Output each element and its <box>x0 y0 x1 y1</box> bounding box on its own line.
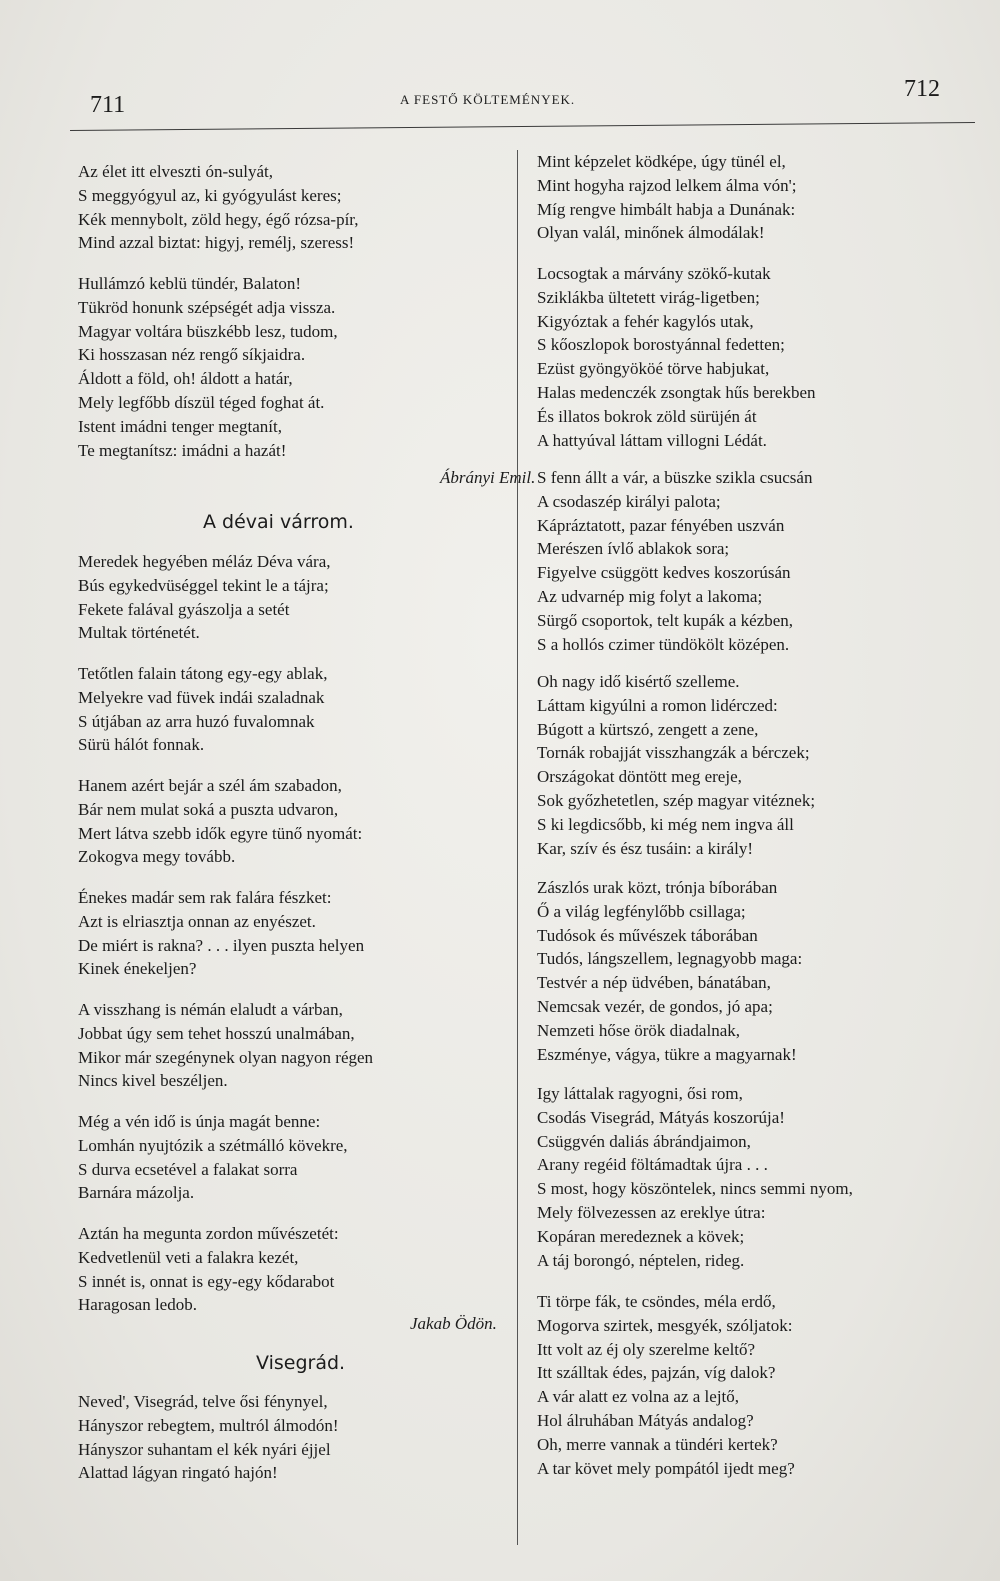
poem-line: Oh nagy idő kisértő szelleme. <box>537 672 740 691</box>
poem-line: Sok győzhetetlen, szép magyar vitéznek; <box>537 790 816 810</box>
poem-line: Itt szálltak édes, pajzán, víg dalok? <box>537 1363 776 1383</box>
poem-line: Sürgő csoportok, telt kupák a kézben, <box>537 610 794 630</box>
poem-line: Országokat döntött meg ereje, <box>537 767 742 787</box>
poem-line: A csodaszép királyi palota; <box>537 491 721 511</box>
poem-line: S meggyógyul az, ki gyógyulást keres; <box>78 185 342 205</box>
poem-line: Multak történetét. <box>78 623 200 643</box>
poem-line: Ki hosszasan néz rengő síkjaidra. <box>78 345 306 365</box>
poem-line: Kopáran meredeznek a kövek; <box>537 1226 745 1246</box>
page-number-right: 712 <box>904 76 940 102</box>
poem-line: Neved', Visegrád, telve ősi fénynyel, <box>78 1392 328 1411</box>
page-header <box>70 70 960 130</box>
poem-line: Halas medenczék zsongtak hűs berekben <box>537 382 816 402</box>
poem-line: Nincs kivel beszéljen. <box>78 1071 228 1091</box>
poem-line: Figyelve csüggött kedves koszorúsán <box>537 563 791 583</box>
poem-line: Csüggvén daliás ábrándjaimon, <box>537 1131 751 1151</box>
poem-line: A hattyúval láttam villogni Lédát. <box>537 430 767 450</box>
poem-title: Visegrád. <box>256 1352 346 1374</box>
running-title: A FESTŐ KÖLTEMÉNYEK. <box>400 92 576 107</box>
poem-line: Nemzeti hőse örök diadalnak, <box>537 1020 740 1040</box>
poem-line: Hanem azért bejár a szél ám szabadon, <box>78 776 342 795</box>
poem-line: Tudós, lángszellem, legnagyobb maga: <box>537 949 803 969</box>
poem-line: A vár alatt ez volna az a lejtő, <box>537 1387 740 1407</box>
poem-line: Melyekre vad füvek indái szaladnak <box>78 687 325 707</box>
poem-line: Mint hogyha rajzod lelkem álma vón'; <box>537 175 797 195</box>
stanza <box>78 272 518 462</box>
poem-line: Magyar voltára büszkébb lesz, tudom, <box>78 321 338 341</box>
poem-line: Mely fölvezessen az ereklye útra: <box>537 1202 766 1222</box>
poem-line: Sürü hálót fonnak. <box>78 735 205 755</box>
poem-line: A tar követ mely pompától ijedt meg? <box>537 1458 795 1478</box>
poem-line: Meredek hegyében méláz Déva vára, <box>78 552 331 571</box>
poem-line: Igy láttalak ragyogni, ősi rom, <box>537 1084 743 1103</box>
poem-title: A dévai várrom. <box>203 511 354 533</box>
poem-line: Kék mennybolt, zöld hegy, égő rózsa-pír, <box>78 209 359 229</box>
stanza <box>537 1082 977 1272</box>
poem-line: Aztán ha megunta zordon művészetét: <box>78 1224 339 1243</box>
poem-line: Barnára mázolja. <box>78 1183 195 1203</box>
page-number-left: 711 <box>90 92 126 118</box>
stanza <box>78 774 518 869</box>
stanza <box>537 876 977 1066</box>
poem-line: Mely legfőbb díszül téged foghat át. <box>78 392 325 412</box>
poem-line: Mint képzelet ködképe, úgy tünél el, <box>537 152 786 171</box>
stanza <box>537 262 977 452</box>
poem-line: Mikor már szegénynek olyan nagyon régen <box>78 1047 374 1067</box>
poem-line: Mind azzal biztat: higyj, remélj, szeress! <box>78 233 355 253</box>
poem-line: Fekete falával gyászolja a setét <box>78 599 290 619</box>
stanza <box>78 662 518 757</box>
stanza <box>78 1390 518 1485</box>
poem-line: Láttam kigyúlni a romon lidérczed: <box>537 695 778 715</box>
poem-line: Még a vén idő is únja magát benne: <box>78 1112 321 1131</box>
poem-line: Merészen ívlő ablakok sora; <box>537 539 730 559</box>
stanza <box>78 1222 518 1317</box>
poem-line: Kinek énekeljen? <box>78 959 197 979</box>
poem-line: Ezüst gyöngyököé törve habjukat, <box>537 359 770 379</box>
poem-line: Kigyóztak a fehér kagylós utak, <box>537 311 754 331</box>
author-signature: Ábrányi Emil. <box>440 468 536 487</box>
stanza <box>537 670 977 860</box>
poem-line: Tudósok és művészek táborában <box>537 925 758 945</box>
stanza <box>537 150 977 245</box>
poem-line: S ki legdicsőbb, ki még nem ingva áll <box>537 814 794 834</box>
poem-line: Csodás Visegrád, Mátyás koszorúja! <box>537 1107 785 1127</box>
poem-line: Haragosan ledob. <box>78 1295 197 1315</box>
poem-line: És illatos bokrok zöld sürüjén át <box>537 406 757 426</box>
poem-line: S innét is, onnat is egy-egy kődarabot <box>78 1271 335 1291</box>
stanza <box>78 886 518 981</box>
poem-line: A visszhang is némán elaludt a várban, <box>78 1000 343 1019</box>
poem-line: Olyan valál, minőnek álmodálak! <box>537 223 765 243</box>
author-signature: Jakab Ödön. <box>410 1314 497 1333</box>
poem-line: Sziklákba ültetett virág-ligetben; <box>537 287 760 307</box>
poem-line: Zászlós urak közt, trónja bíborában <box>537 878 778 897</box>
poem-line: Azt is elriasztja onnan az enyészet. <box>78 911 316 931</box>
stanza <box>78 1110 518 1205</box>
poem-line: Az udvarnép mig folyt a lakoma; <box>537 586 763 606</box>
poem-line: Míg rengve himbált habja a Dunának: <box>537 199 796 219</box>
poem-line: A táj borongó, néptelen, rideg. <box>537 1250 745 1270</box>
poem-line: Hullámzó keblü tündér, Balaton! <box>78 274 302 293</box>
stanza <box>537 466 977 656</box>
poem-line: Jobbat úgy sem tehet hosszú unalmában, <box>78 1023 355 1043</box>
poem-line: S útjában az arra huzó fuvalomnak <box>78 711 315 731</box>
poem-line: Kápráztatott, pazar fényében uszván <box>537 515 785 535</box>
poem-line: Te megtanítsz: imádni a hazát! <box>78 440 287 460</box>
poem-line: S most, hogy köszöntelek, nincs semmi nyom, <box>537 1179 853 1199</box>
poem-line: Hol álruhában Mátyás andalog? <box>537 1410 754 1430</box>
stanza <box>78 998 518 1093</box>
poem-line: De miért is rakna? . . . ilyen puszta helyen <box>78 935 365 955</box>
poem-line: S kőoszlopok borostyánnal fedetten; <box>537 335 785 355</box>
poem-line: Alattad lágyan ringató hajón! <box>78 1463 278 1483</box>
poem-line: Oh, merre vannak a tündéri kertek? <box>537 1434 778 1454</box>
poem-line: Mogorva szirtek, mesgyék, szóljatok: <box>537 1315 793 1335</box>
poem-line: Tetőtlen falain tátong egy-egy ablak, <box>78 664 328 683</box>
poem-line: Mert látva szebb idők egyre tünő nyomát: <box>78 823 363 843</box>
poem-line: Eszménye, vágya, tükre a magyarnak! <box>537 1044 797 1064</box>
poem-line: Énekes madár sem rak falára fészket: <box>78 888 332 907</box>
poem-line: S a hollós czimer tündökölt középen. <box>537 634 790 654</box>
poem-line: Hányszor suhantam el kék nyári éjjel <box>78 1439 331 1459</box>
poem-line: Áldott a föld, oh! áldott a határ, <box>78 369 293 389</box>
poem-line: Búgott a kürtszó, zengett a zene, <box>537 719 759 739</box>
poem-line: Az élet itt elveszti ón-sulyát, <box>78 162 273 181</box>
poem-line: S durva ecsetével a falakat sorra <box>78 1159 298 1179</box>
poem-line: Itt volt az éj oly szerelme keltő? <box>537 1339 756 1359</box>
poem-line: Nemcsak vezér, de gondos, jó apa; <box>537 996 773 1016</box>
poem-line: Tornák robajját visszhangzák a bérczek; <box>537 743 810 763</box>
poem-line: Locsogtak a márvány szökő-kutak <box>537 264 771 283</box>
poem-line: Istent imádni tenger megtanít, <box>78 416 282 436</box>
poem-line: Kedvetlenül veti a falakra kezét, <box>78 1247 299 1267</box>
poem-line: S fenn állt a vár, a büszke szikla csucsán <box>537 468 813 487</box>
poem-line: Testvér a nép üdvében, bánatában, <box>537 973 771 993</box>
stanza <box>78 550 518 645</box>
poem-line: Bús egykedvüséggel tekint le a tájra; <box>78 575 329 595</box>
poem-line: Tükröd honunk szépségét adja vissza. <box>78 297 336 317</box>
poem-line: Kar, szív és ész tusáin: a király! <box>537 838 753 858</box>
poem-line: Hányszor rebegtem, multról álmodón! <box>78 1415 339 1435</box>
poem-line: Bár nem mulat soká a puszta udvaron, <box>78 799 339 819</box>
poem-line: Lomhán nyujtózik a szétmálló kövekre, <box>78 1135 348 1155</box>
stanza <box>78 160 518 255</box>
poem-line: Ő a világ legfénylőbb csillaga; <box>537 901 746 921</box>
poem-line: Arany regéid föltámadtak újra . . . <box>537 1155 768 1175</box>
poem-line: Ti törpe fák, te csöndes, méla erdő, <box>537 1292 776 1311</box>
stanza <box>537 1290 977 1480</box>
poem-line: Zokogva megy tovább. <box>78 847 236 867</box>
